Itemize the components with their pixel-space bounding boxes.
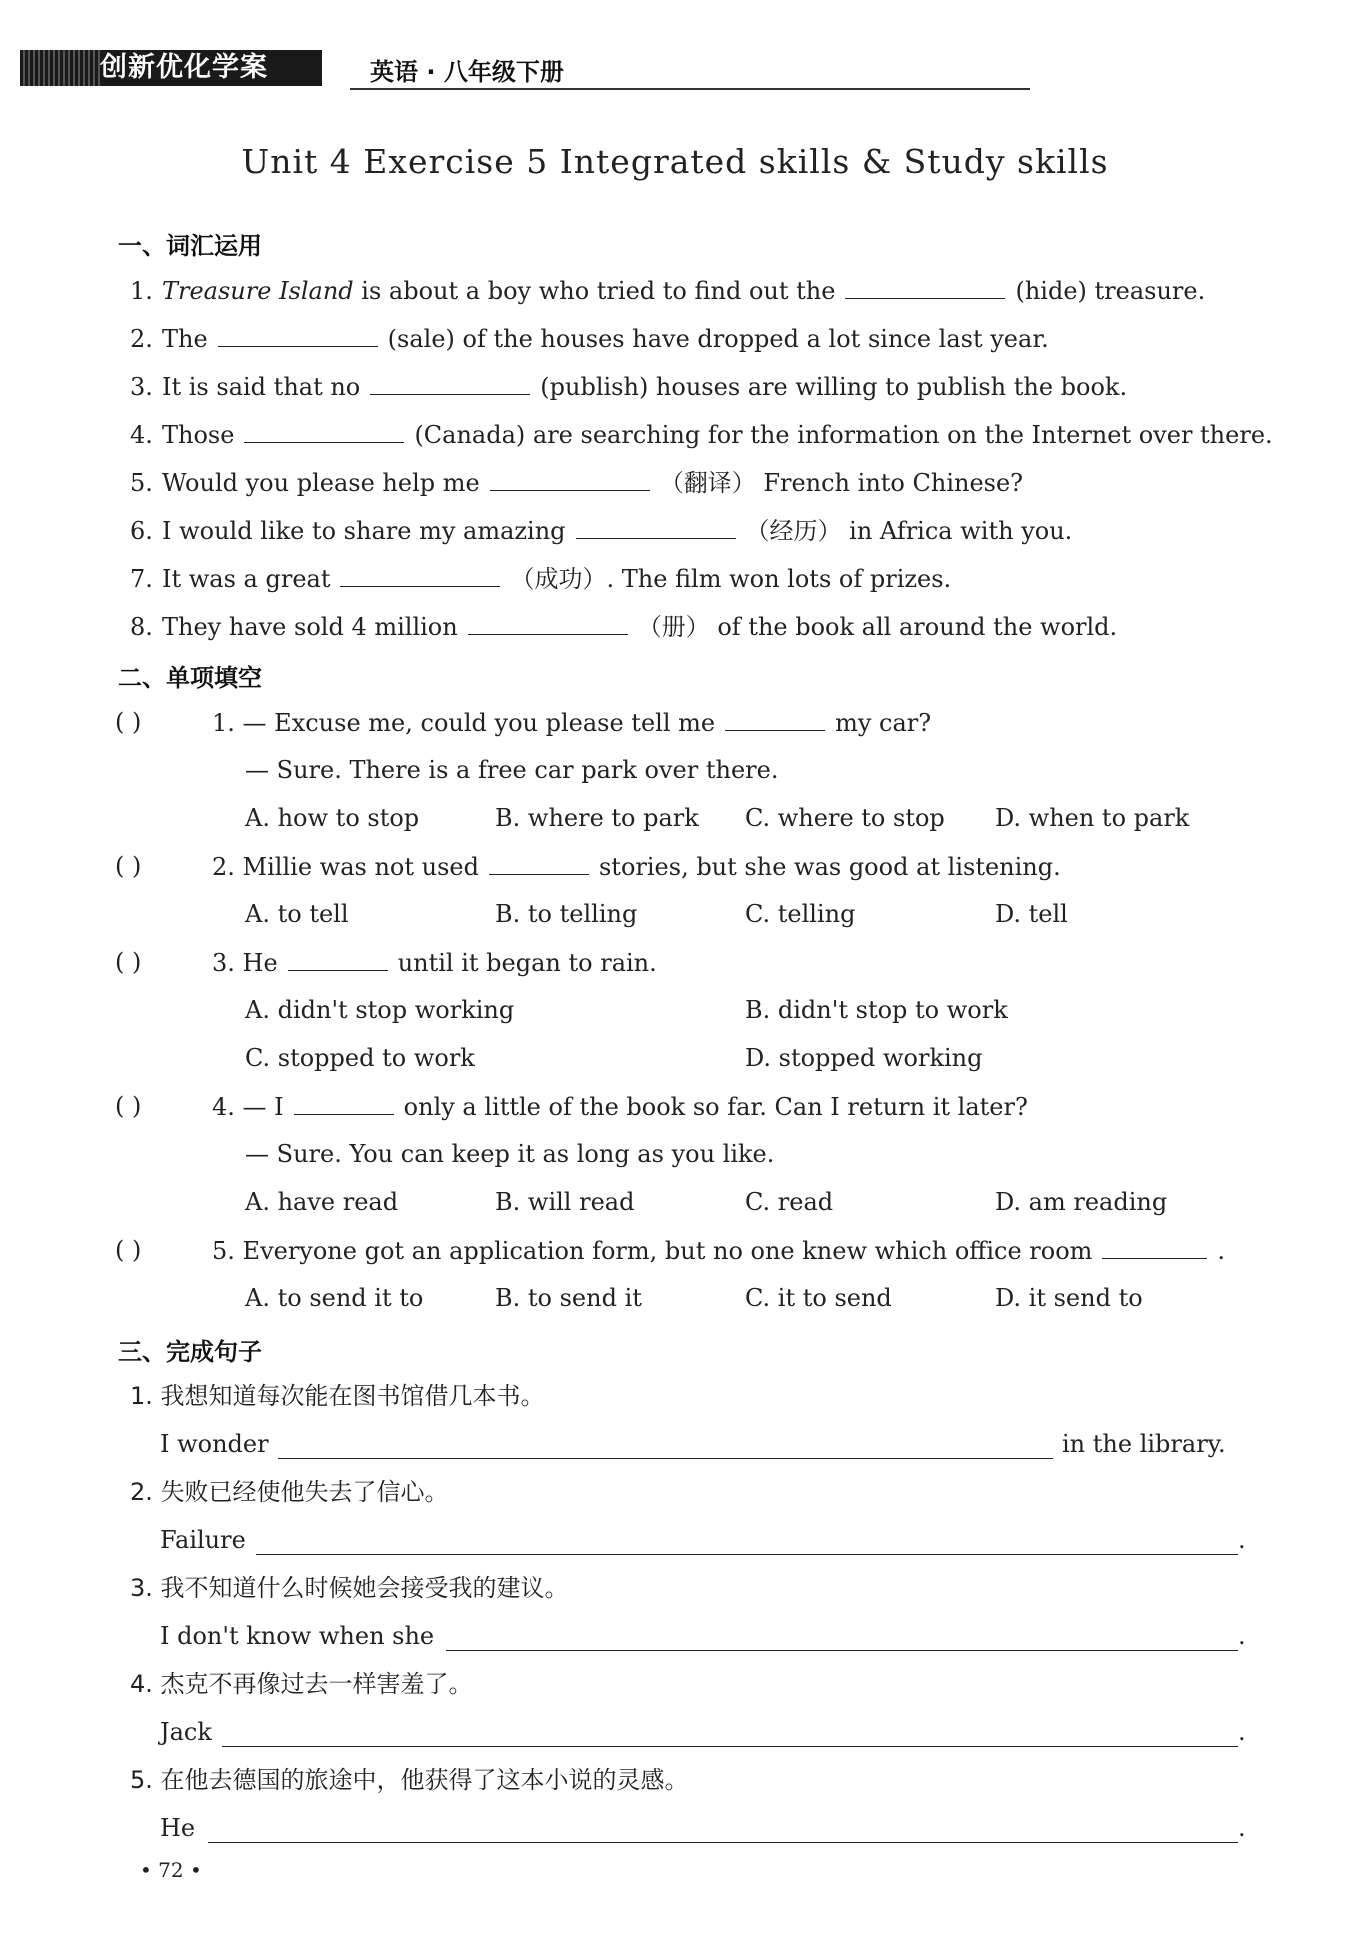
option-b[interactable]: B. to send it (495, 1284, 642, 1312)
item-number: 5. (130, 1766, 153, 1794)
item-number: 4. (130, 1670, 153, 1698)
chinese-sentence: 失败已经使他失去了信心。 (160, 1478, 449, 1506)
chinese-sentence: 我不知道什么时候她会接受我的建议。 (160, 1574, 569, 1602)
answer-paren[interactable]: ( ) (115, 948, 142, 976)
brand-stripes (20, 50, 100, 86)
header-rule (350, 88, 1030, 90)
item-hint: （翻译） French into Chinese? (659, 469, 1024, 497)
item-text: is about a boy who tried to find out the (353, 277, 836, 305)
item-number: 6. (130, 517, 153, 545)
option-c[interactable]: C. it to send (745, 1284, 892, 1312)
item-number: 5. (130, 469, 153, 497)
book-title: 英语 · 八年级下册 (370, 58, 564, 86)
section-heading-vocab: 一、词汇运用 (118, 232, 262, 260)
answer-blank[interactable] (490, 464, 650, 491)
answer-blank[interactable] (725, 704, 825, 731)
question-text: Millie was not used (242, 853, 479, 881)
option-a[interactable]: A. have read (245, 1188, 399, 1216)
option-c[interactable]: C. where to stop (745, 804, 945, 832)
option-c[interactable]: C. read (745, 1188, 834, 1216)
answer-paren[interactable]: ( ) (115, 1092, 142, 1120)
item-number: 2. (130, 1478, 153, 1506)
section-heading-choice: 二、单项填空 (118, 664, 262, 692)
option-d[interactable]: D. am reading (995, 1188, 1168, 1216)
item-number: 1. (130, 277, 153, 305)
item-number: 3. (130, 1574, 153, 1602)
choice-question-4 (212, 1088, 1028, 1124)
option-d[interactable]: D. stopped working (745, 1044, 983, 1072)
option-d[interactable]: D. tell (995, 900, 1068, 928)
item-hint: （成功）. The film won lots of prizes. (510, 565, 952, 593)
item-text: Those (162, 421, 235, 449)
complete-prompt-2 (130, 1474, 449, 1510)
answer-start: I don't know when she (160, 1622, 435, 1650)
item-number: 5. (212, 1237, 235, 1265)
question-text: Everyone got an application form, but no one knew which office room (242, 1237, 1093, 1265)
answer-end: . (1238, 1718, 1246, 1746)
vocab-item-6 (130, 512, 1072, 548)
answer-blank[interactable] (340, 560, 500, 587)
answer-blank[interactable] (489, 848, 589, 875)
item-text: It was a great (162, 565, 331, 593)
item-number: 4. (130, 421, 153, 449)
answer-blank[interactable] (576, 512, 736, 539)
choice-question-5 (212, 1232, 1225, 1268)
chinese-sentence: 杰克不再像过去一样害羞了。 (160, 1670, 473, 1698)
item-hint: （经历） in Africa with you. (745, 517, 1073, 545)
complete-prompt-1 (130, 1378, 545, 1414)
answer-end: . (1238, 1814, 1246, 1842)
item-text: Would you please help me (162, 469, 480, 497)
item-number: 3. (212, 949, 235, 977)
answer-end: . (1238, 1526, 1246, 1554)
question-text: — Excuse me, could you please tell me (242, 709, 716, 737)
complete-prompt-5 (130, 1762, 689, 1798)
answer-paren[interactable]: ( ) (115, 708, 142, 736)
option-c[interactable]: C. telling (745, 900, 856, 928)
answer-blank[interactable] (218, 320, 378, 347)
answer-line[interactable] (278, 1458, 1053, 1459)
option-a[interactable]: A. didn't stop working (245, 996, 515, 1024)
reply-text: — Sure. You can keep it as long as you like. (245, 1140, 775, 1168)
item-number: 8. (130, 613, 153, 641)
option-a[interactable]: A. how to stop (245, 804, 420, 832)
item-hint: (hide) treasure. (1015, 277, 1206, 305)
page-title: Unit 4 Exercise 5 Integrated skills & Study skills (241, 142, 1109, 181)
item-text: I would like to share my amazing (162, 517, 566, 545)
vocab-item-2 (130, 320, 1049, 356)
question-text: He (242, 949, 278, 977)
option-b[interactable]: B. where to park (495, 804, 699, 832)
complete-prompt-4 (130, 1666, 473, 1702)
item-hint: (sale) of the houses have dropped a lot since last year. (387, 325, 1049, 353)
question-text: — I (242, 1093, 284, 1121)
chinese-sentence: 在他去德国的旅途中，他获得了这本小说的灵感。 (160, 1766, 689, 1794)
answer-start: Jack (160, 1718, 212, 1746)
complete-prompt-3 (130, 1570, 569, 1606)
answer-line[interactable] (256, 1554, 1238, 1555)
option-b[interactable]: B. didn't stop to work (745, 996, 1008, 1024)
answer-end: in the library. (1062, 1430, 1226, 1458)
answer-blank[interactable] (288, 944, 388, 971)
item-hint: （册） of the book all around the world. (637, 613, 1118, 641)
option-b[interactable]: B. to telling (495, 900, 638, 928)
choice-question-2 (212, 848, 1061, 884)
item-hint: (Canada) are searching for the information on the Internet over there. (414, 421, 1273, 449)
option-a[interactable]: A. to tell (245, 900, 349, 928)
answer-line[interactable] (446, 1650, 1238, 1651)
page-number: • 72 • (140, 1858, 202, 1882)
book-title-text: Treasure Island (162, 277, 354, 305)
answer-line[interactable] (222, 1746, 1238, 1747)
option-b[interactable]: B. will read (495, 1188, 635, 1216)
vocab-item-1 (130, 272, 1205, 308)
item-number: 2. (212, 853, 235, 881)
answer-blank[interactable] (468, 608, 628, 635)
option-c[interactable]: C. stopped to work (245, 1044, 475, 1072)
option-d[interactable]: D. when to park (995, 804, 1190, 832)
choice-question-3 (212, 944, 657, 980)
item-text: It is said that no (162, 373, 361, 401)
answer-end: . (1238, 1622, 1246, 1650)
item-number: 1. (212, 709, 235, 737)
option-d[interactable]: D. it send to (995, 1284, 1143, 1312)
chinese-sentence: 我想知道每次能在图书馆借几本书。 (160, 1382, 545, 1410)
question-text: only a little of the book so far. Can I return it later? (403, 1093, 1028, 1121)
answer-start: Failure (160, 1526, 246, 1554)
choice-question-1 (212, 704, 931, 740)
answer-blank[interactable] (1102, 1232, 1207, 1259)
reply-text: — Sure. There is a free car park over there. (245, 756, 779, 784)
answer-blank[interactable] (294, 1088, 394, 1115)
answer-blank[interactable] (244, 416, 404, 443)
item-text: They have sold 4 million (162, 613, 458, 641)
item-number: 1. (130, 1382, 153, 1410)
vocab-item-8 (130, 608, 1117, 644)
item-text: The (162, 325, 208, 353)
answer-blank[interactable] (845, 272, 1005, 299)
item-number: 2. (130, 325, 153, 353)
question-text: until it began to rain. (397, 949, 657, 977)
item-number: 7. (130, 565, 153, 593)
question-text: . (1217, 1237, 1226, 1265)
section-heading-complete: 三、完成句子 (118, 1338, 262, 1366)
answer-paren[interactable]: ( ) (115, 852, 142, 880)
vocab-item-3 (130, 368, 1127, 404)
page-header (20, 50, 1030, 90)
question-text: my car? (835, 709, 932, 737)
answer-start: He (160, 1814, 196, 1842)
vocab-item-4 (130, 416, 1273, 452)
item-number: 4. (212, 1093, 235, 1121)
answer-paren[interactable]: ( ) (115, 1236, 142, 1264)
item-number: 3. (130, 373, 153, 401)
vocab-item-5 (130, 464, 1023, 500)
brand-logo: 创新优化学案 (20, 50, 322, 86)
answer-start: I wonder (160, 1430, 269, 1458)
question-text: stories, but she was good at listening. (598, 853, 1061, 881)
option-a[interactable]: A. to send it to (245, 1284, 424, 1312)
answer-line[interactable] (208, 1842, 1238, 1843)
vocab-item-7 (130, 560, 951, 596)
item-hint: (publish) houses are willing to publish the book. (540, 373, 1128, 401)
answer-blank[interactable] (370, 368, 530, 395)
